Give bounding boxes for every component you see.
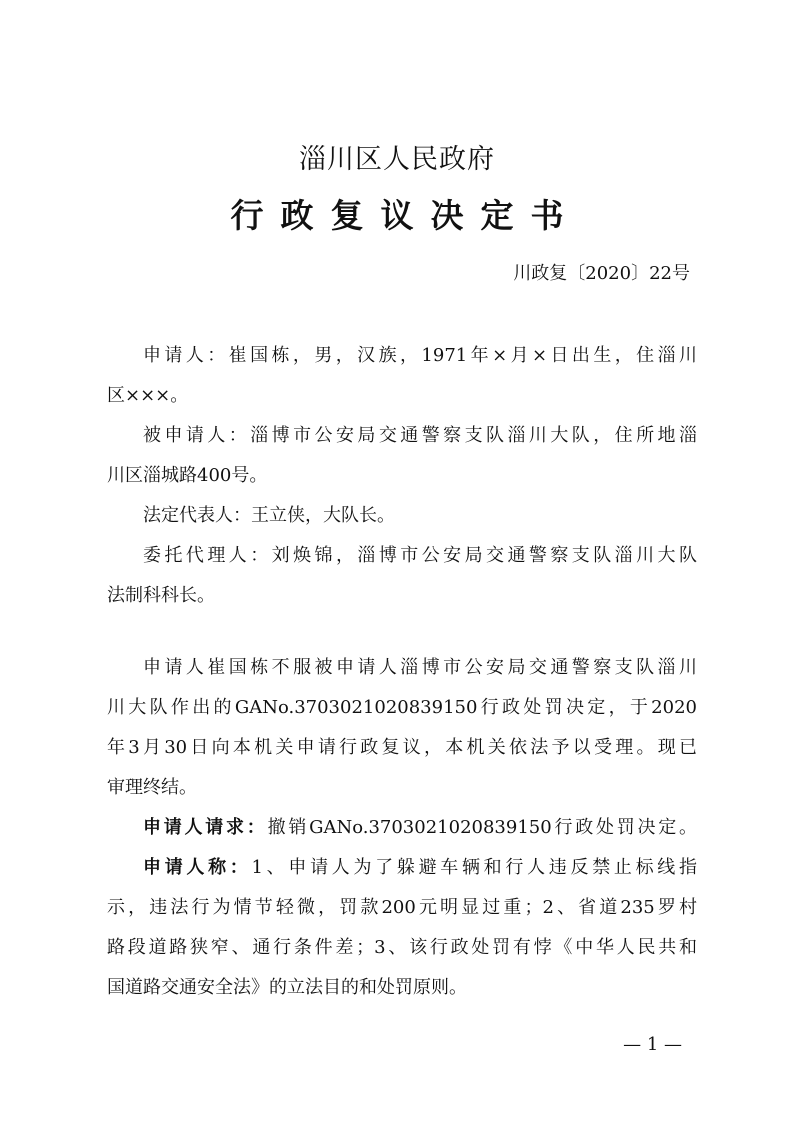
intro-line-2: 川大队作出的GANo.3703021020839150行政处罚决定，于2020: [107, 697, 697, 718]
request-text: 撤销GANo.3703021020839150行政处罚决定。: [267, 817, 698, 838]
respondent-line-2: 川区淄城路400号。: [107, 465, 268, 486]
applicant-line-2: 区×××。: [107, 385, 189, 406]
claims-line-4: 国道路交通安全法》的立法目的和处罚原则。: [107, 977, 467, 998]
claims-text-1: 1、申请人为了躲避车辆和行人违反禁止标线指: [251, 857, 698, 878]
document-title: 行政复议决定书: [230, 196, 581, 235]
page-number: — 1 —: [623, 1034, 682, 1055]
claims-label: 申请人称：: [143, 857, 252, 878]
claims-line-2: 示，违法行为情节轻微，罚款200元明显过重；2、省道235罗村: [107, 897, 697, 918]
issuing-authority: 淄川区人民政府: [299, 144, 495, 175]
claims-line-1: [107, 848, 697, 888]
applicant-line-1: 申请人：崔国栋，男，汉族，1971年×月×日出生，住淄川: [143, 345, 697, 366]
request-line: [107, 808, 697, 848]
respondent-line-1: 被申请人：淄博市公安局交通警察支队淄川大队，住所地淄: [143, 425, 697, 446]
request-label: 申请人请求：: [143, 817, 268, 838]
intro-line-3: 年3月30日向本机关申请行政复议，本机关依法予以受理。现已: [107, 737, 697, 758]
intro-line-4: 审理终结。: [107, 777, 197, 798]
claims-line-3: 路段道路狭窄、通行条件差；3、该行政处罚有悖《中华人民共和: [107, 937, 697, 958]
intro-line-1: 申请人崔国栋不服被申请人淄博市公安局交通警察支队淄川: [143, 657, 697, 678]
document-number: 川政复〔2020〕22号: [513, 263, 690, 284]
agent-line-1: 委托代理人：刘焕锦，淄博市公安局交通警察支队淄川大队: [143, 545, 697, 566]
agent-line-2: 法制科科长。: [107, 585, 215, 606]
legal-representative-line: 法定代表人：王立侠，大队长。: [143, 505, 395, 526]
